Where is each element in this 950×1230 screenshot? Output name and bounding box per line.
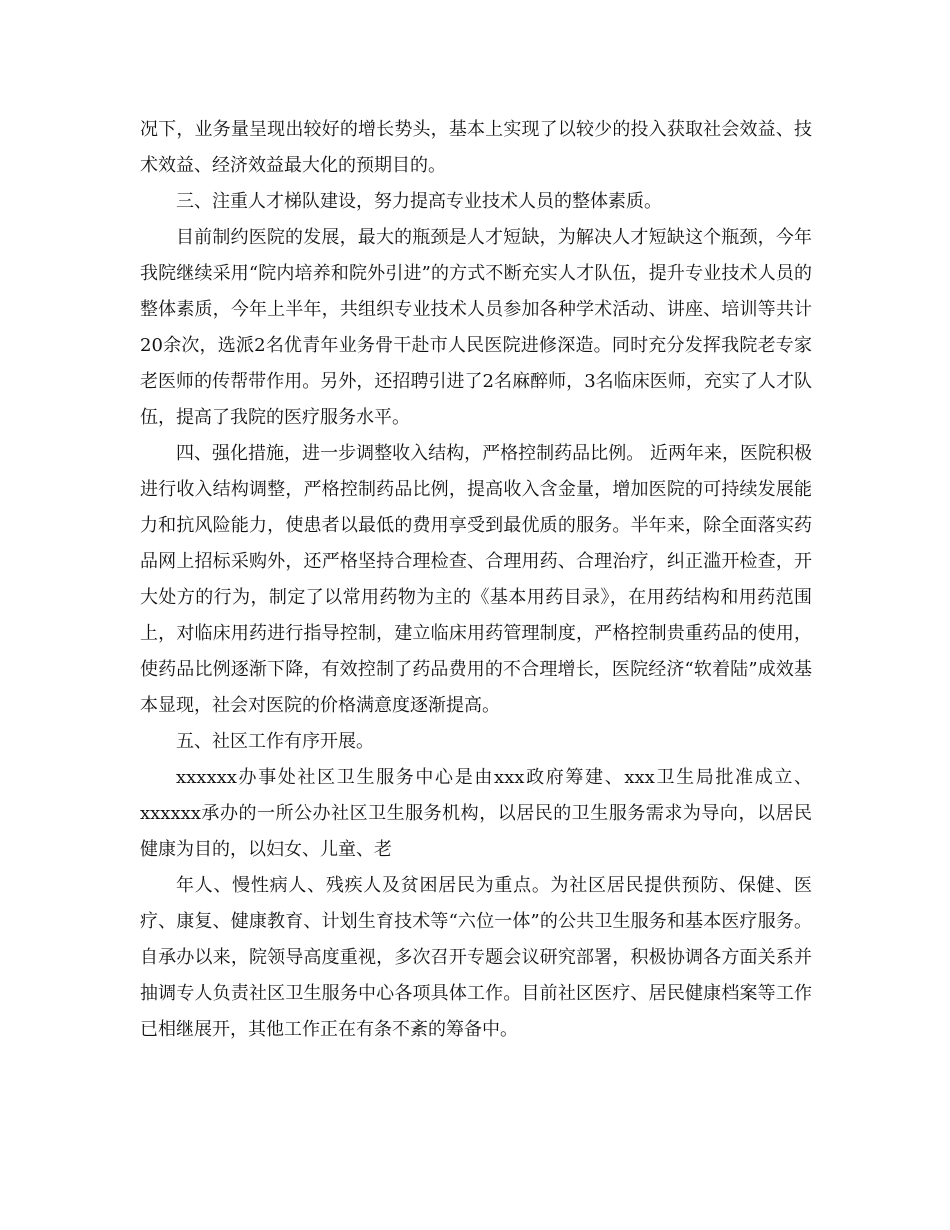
paragraph-talent: 目前制约医院的发展，最大的瓶颈是人才短缺，为解决人才短缺这个瓶颈，今年我院继续采用“院内培养和院外引进”的方式不断充实人才队伍，提升专业技术人员的整体素质，今年上半年，共组织专业技术人员参加各种学术活动、讲座、培训等共计20余次，选派2名优青年业务骨干赴市人民医院进修深造。同时充分发挥我院老专家老医师的传帮带作用。另外，还招聘引进了2名麻醉师，3名临床医师，充实了人才队伍，提高了我院的医疗服务水平。: [140, 227, 812, 428]
document-body: [140, 112, 812, 1048]
paragraph-community-center: xxxxxx办事处社区卫生服务中心是由xxx政府筹建、xxx卫生局批准成立、xxxxxx承办的一所公办社区卫生服务机构，以居民的卫生服务需求为导向，以居民健康为目的，以妇女、儿童、老: [140, 767, 812, 860]
section-heading-community: 五、社区工作有序开展。: [176, 731, 374, 752]
paragraph-continuation: 况下，业务量呈现出较好的增长势头，基本上实现了以较少的投入获取社会效益、技术效益、经济效益最大化的预期目的。: [140, 119, 812, 176]
paragraph-community-services: 年人、慢性病人、残疾人及贫困居民为重点。为社区居民提供预防、保健、医疗、康复、健康教育、计划生育技术等“六位一体”的公共卫生服务和基本医疗服务。自承办以来，院领导高度重视，多次召开专题会议研究部署，积极协调各方面关系并抽调专人负责社区卫生服务中心各项具体工作。目前社区医疗、居民健康档案等工作已相继展开，其他工作正在有条不紊的筹备中。: [140, 875, 812, 1040]
paragraph-income-structure: 四、强化措施，进一步调整收入结构，严格控制药品比例。 近两年来，医院积极进行收入结构调整，严格控制药品比例，提高收入含金量，增加医院的可持续发展能力和抗风险能力，使患者以最低的费用享受到最优质的服务。半年来，除全面落实药品网上招标采购外，还严格坚持合理检查、合理用药、合理治疗，纠正滥开检查，开大处方的行为，制定了以常用药物为主的《基本用药目录》，在用药结构和用药范围上，对临床用药进行指导控制，建立临床用药管理制度，严格控制贵重药品的使用，使药品比例逐渐下降，有效控制了药品费用的不合理增长，医院经济“软着陆”成效基本显现，社会对医院的价格满意度逐渐提高。: [140, 443, 812, 716]
section-heading-talent: 三、注重人才梯队建设，努力提高专业技术人员的整体素质。: [176, 191, 662, 212]
